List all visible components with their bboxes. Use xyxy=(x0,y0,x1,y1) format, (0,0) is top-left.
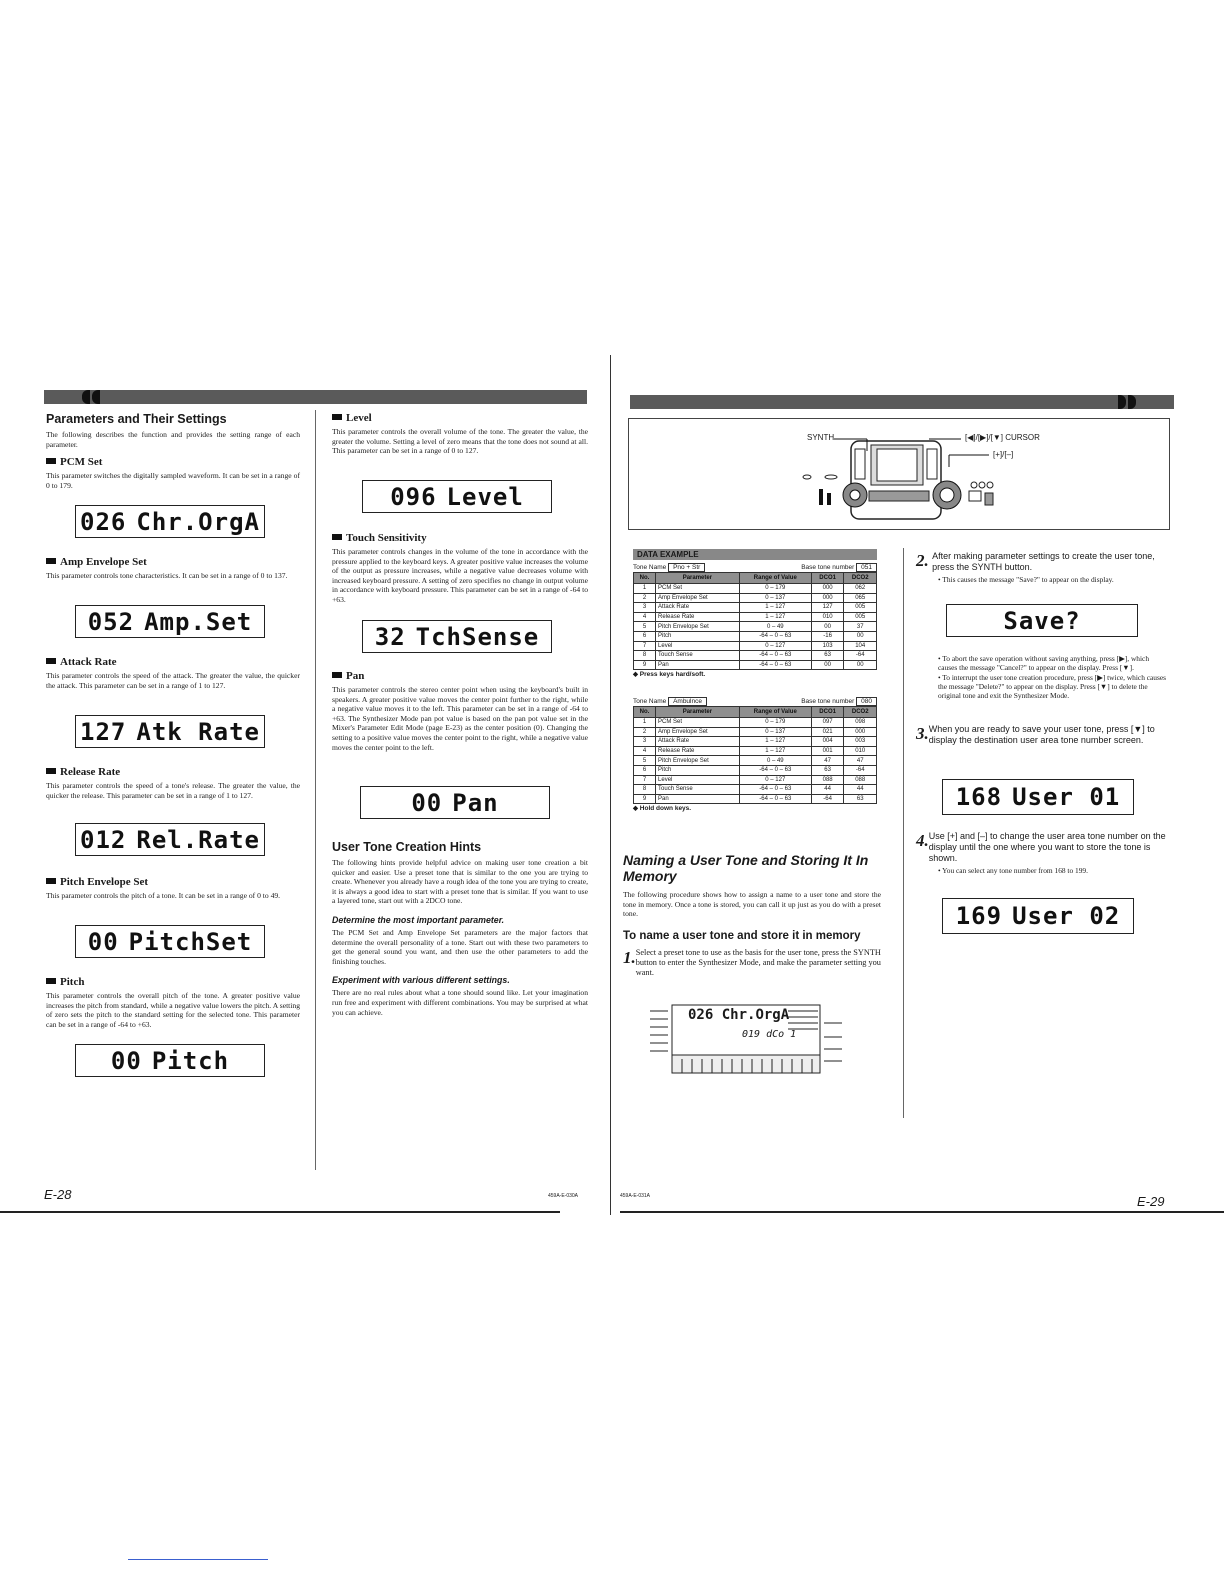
table-cell: Pitch Envelope Set xyxy=(656,756,740,766)
table-row xyxy=(634,718,877,728)
table-cell: Amp Envelope Set xyxy=(656,593,740,603)
table-cell: 1 – 127 xyxy=(739,737,811,747)
table-cell: 1 – 127 xyxy=(739,746,811,756)
table-cell: 0 – 127 xyxy=(739,775,811,785)
table-cell: 4 xyxy=(634,746,656,756)
param-amp-envelope: Amp Envelope Set This parameter controls tone characteristics. It can be set in a range of 0 to 137. xyxy=(46,556,288,580)
lcd-display-pitch: 00 Pitch xyxy=(75,1044,265,1077)
table-row xyxy=(634,631,877,641)
table-cell: 3 xyxy=(634,737,656,747)
table-cell: -64 – 0 – 63 xyxy=(739,785,811,795)
square-icon xyxy=(46,978,56,984)
step-2-notes: • To abort the save operation without saving anything, press [▶], which causes the message "Cancel?" to appear on the display. Press [▼]. • To interrupt the user tone creation procedure, press [▶] twice, which causes the message "Delete?" to appear on the display. Press [▼] to delete the original tone and exit the Synthesizer Mode. xyxy=(938,654,1167,700)
table-cell: 47 xyxy=(844,756,877,766)
table-cell: PCM Set xyxy=(656,584,740,594)
table-cell: 63 xyxy=(844,794,877,804)
lcd-display-pcm: 026 Chr.OrgA xyxy=(75,505,265,538)
page-number-right: E-29 xyxy=(1137,1194,1165,1209)
table-header-cell: DCO2 xyxy=(844,707,877,718)
table-cell: 6 xyxy=(634,631,656,641)
table-header-cell: No. xyxy=(634,707,656,718)
column-divider-right xyxy=(903,548,904,1118)
table-cell: 8 xyxy=(634,785,656,795)
table-row xyxy=(634,746,877,756)
lcd-display-pan: 00 Pan xyxy=(360,786,550,819)
table-cell: 088 xyxy=(844,775,877,785)
table-cell: Touch Sense xyxy=(656,651,740,661)
bottom-rule-left xyxy=(0,1211,560,1213)
square-icon xyxy=(46,768,56,774)
keyboard-panel-illustration xyxy=(629,419,1169,529)
lcd-display-save: Save? xyxy=(946,604,1138,637)
table-cell: Attack Rate xyxy=(656,737,740,747)
lcd-display-pitchset: 00 PitchSet xyxy=(75,925,265,958)
table-cell: 000 xyxy=(811,593,844,603)
table-cell: 021 xyxy=(811,727,844,737)
table-cell: 0 – 49 xyxy=(739,622,811,632)
lcd-display-user1: 168 User 01 xyxy=(942,779,1134,815)
table-cell: 00 xyxy=(844,631,877,641)
table-cell: 000 xyxy=(844,727,877,737)
table-cell: 1 xyxy=(634,718,656,728)
table-cell: 0 – 179 xyxy=(739,718,811,728)
table-cell: -64 – 0 – 63 xyxy=(739,660,811,670)
table-cell: -64 xyxy=(844,765,877,775)
table-header-cell: DCO2 xyxy=(844,573,877,584)
table-cell: 44 xyxy=(844,785,877,795)
table-cell: -64 – 0 – 63 xyxy=(739,651,811,661)
table-cell: 37 xyxy=(844,622,877,632)
table-cell: 1 xyxy=(634,584,656,594)
user-tone-hints: User Tone Creation Hints The following hints provide helpful advice on making user tone creation a bit quicker and easier. Use a preset tone that is similar to the one you are trying to create. Whenever you already have a rough idea of the tone you are trying to create, it is always a good idea to start with a preset tone that is similar. If you want to use a layered tone, start out with a 2DCO tone. Determine the most important parameter. The PCM Set and Amp Envelope Set parameters are the major factors that determine the overall personality of a tone. Start out with these two parameters to get the general sound you want, and then use the other parameters to add the finishing touches. Experiment with various different settings. There are no real rules about what a tone should sound like. Let your imagination run free and experiment with different combinations. You may be surprised at what you can achieve. xyxy=(332,840,588,1017)
plusminus-label: [+]/[–] xyxy=(993,450,1014,459)
column-divider xyxy=(315,410,316,1170)
table-cell: 0 – 49 xyxy=(739,756,811,766)
table-cell: 065 xyxy=(844,593,877,603)
table-cell: Level xyxy=(656,641,740,651)
table-row xyxy=(634,765,877,775)
page-code-right: 459A-E-031A xyxy=(620,1193,651,1199)
square-icon xyxy=(46,658,56,664)
lcd-display-level: 096 Level xyxy=(362,480,552,513)
table-cell: 00 xyxy=(844,660,877,670)
table2-note: ◆ Hold down keys. xyxy=(633,805,692,813)
table-cell: 3 xyxy=(634,603,656,613)
table-cell: 7 xyxy=(634,641,656,651)
table-cell: Release Rate xyxy=(656,612,740,622)
table-cell: 7 xyxy=(634,775,656,785)
table-header-cell: Range of Value xyxy=(739,573,811,584)
table-cell: 088 xyxy=(811,775,844,785)
table-cell: -64 xyxy=(844,651,877,661)
square-icon xyxy=(46,878,56,884)
table-cell: Amp Envelope Set xyxy=(656,727,740,737)
left-column-1 xyxy=(46,412,300,449)
table-cell: 104 xyxy=(844,641,877,651)
table-cell: 4 xyxy=(634,612,656,622)
table-cell: -64 – 0 – 63 xyxy=(739,794,811,804)
display-sub-text: 019 dCo 1 xyxy=(742,1029,797,1040)
table-cell: 5 xyxy=(634,756,656,766)
table-cell: 0 – 137 xyxy=(739,593,811,603)
table-header-cell: Parameter xyxy=(656,707,740,718)
right-header-band xyxy=(630,395,1174,409)
param-release-rate: Release Rate This parameter controls the speed of a tone's release. The greater the value, the quicker the release. This parameter can be set in a range of 1 to 127. xyxy=(46,766,300,800)
table-row xyxy=(634,622,877,632)
table-row xyxy=(634,794,877,804)
table-cell: 000 xyxy=(811,584,844,594)
square-icon xyxy=(46,558,56,564)
table-cell: 2 xyxy=(634,727,656,737)
table-header-cell: Parameter xyxy=(656,573,740,584)
table-cell: 5 xyxy=(634,622,656,632)
table-cell: 47 xyxy=(811,756,844,766)
table-row xyxy=(634,756,877,766)
table-row xyxy=(634,775,877,785)
table-cell: 8 xyxy=(634,651,656,661)
table-cell: 9 xyxy=(634,794,656,804)
table-header-cell: DCO1 xyxy=(811,707,844,718)
table-cell: 00 xyxy=(811,660,844,670)
section-intro: The following describes the function and provides the setting range of each parameter. xyxy=(46,430,300,449)
table-row xyxy=(634,785,877,795)
table-cell: 010 xyxy=(844,746,877,756)
step-4: 4. Use [+] and [–] to change the user area tone number on the display until the one where you want to store the tone is shown. • You can select any tone number from 168 to 199. xyxy=(916,831,1166,875)
table-cell: 0 – 137 xyxy=(739,727,811,737)
table-row xyxy=(634,603,877,613)
bottom-rule-right xyxy=(620,1211,1224,1213)
data-example-title: DATA EXAMPLE xyxy=(633,549,877,560)
table-cell: 44 xyxy=(811,785,844,795)
table-cell: 005 xyxy=(844,603,877,613)
table-cell: Pitch Envelope Set xyxy=(656,622,740,632)
synth-display-illustration xyxy=(648,1003,860,1079)
lcd-display-amp: 052 Amp.Set xyxy=(75,605,265,638)
table-header-cell: Range of Value xyxy=(739,707,811,718)
keyboard-diagram xyxy=(628,418,1170,530)
table-cell: -64 – 0 – 63 xyxy=(739,765,811,775)
table-cell: 1 – 127 xyxy=(739,612,811,622)
procedure-title: To name a user tone and store it in memory xyxy=(623,929,861,942)
section-title: Parameters and Their Settings xyxy=(46,412,227,426)
table-cell: 00 xyxy=(811,622,844,632)
table-cell: 004 xyxy=(811,737,844,747)
bottom-link-line xyxy=(128,1559,268,1560)
table-cell: Level xyxy=(656,775,740,785)
table-row xyxy=(634,641,877,651)
param-pcm-set: PCM Set This parameter switches the digitally sampled waveform. It can be set in a range of 0 to 179. xyxy=(46,456,300,490)
table-header-cell: DCO1 xyxy=(811,573,844,584)
table-cell: Release Rate xyxy=(656,746,740,756)
data-table-2: Tone Name Ambulnce Base tone number 080 No. Parameter Range of Value DCO1 DCO2 1 PCM Set 0 – 179 097 098 2 Amp Envelope Set 0 – 137 021 000 3 Attack Rate 1 – 127 004 003 4 Release Rate 1 – 127 001 010 5 Pitch Envelope Set 0 – 49 47 47 6 Pitch -64 – 0 – 63 63 -64 7 Level 0 – 127 088 088 8 Touch Sense -64 – 0 – 63 44 44 9 Pan -64 – 0 – 63 -64 63 ◆ Hold down keys. xyxy=(633,698,877,812)
table-cell: 098 xyxy=(844,718,877,728)
table-cell: -16 xyxy=(811,631,844,641)
table-cell: 062 xyxy=(844,584,877,594)
naming-title: Naming a User Tone and Storing It In Memory xyxy=(623,852,869,884)
table-cell: 001 xyxy=(811,746,844,756)
table-cell: 103 xyxy=(811,641,844,651)
hints-title: User Tone Creation Hints xyxy=(332,840,482,854)
data-table-1: Tone Name Pno + Str Base tone number 051 No. Parameter Range of Value DCO1 DCO2 1 PCM Set 0 – 179 000 062 2 Amp Envelope Set 0 – 137 000 065 3 Attack Rate 1 – 127 127 005 4 Release Rate 1 – 127 010 005 5 Pitch Envelope Set 0 – 49 00 37 6 Pitch -64 – 0 – 63 -16 00 7 Level 0 – 127 103 104 8 Touch Sense -64 – 0 – 63 63 -64 9 Pan -64 – 0 – 63 00 00 ◆ Press keys hard/soft. xyxy=(633,564,877,678)
naming-section: Naming a User Tone and Storing It In Memory The following procedure shows how to assign a name to a user tone and store the tone in memory. Once a tone is stored, you can call it up just as you do with a preset tone. To name a user tone and store it in memory 1. Select a preset tone to use as the basis for the user tone, press the SYNTH button to enter the Synthesizer Mode, and make the parameter setting you want. xyxy=(623,852,881,977)
table-cell: 127 xyxy=(811,603,844,613)
table-cell: -64 – 0 – 63 xyxy=(739,631,811,641)
square-icon xyxy=(46,458,56,464)
table-row xyxy=(634,584,877,594)
step-3: 3. When you are ready to save your user tone, press [▼] to display the destination user area tone number screen. xyxy=(916,724,1155,745)
table-cell: 63 xyxy=(811,651,844,661)
table-cell: PCM Set xyxy=(656,718,740,728)
table-row xyxy=(634,612,877,622)
left-header-band xyxy=(44,390,587,404)
table-row xyxy=(634,651,877,661)
param-level: Level This parameter controls the overall volume of the tone. The greater the value, the greater the volume. Setting a level of zero means that the tone does not sound at all. This parameter can be set in a range of 0 to 127. xyxy=(332,412,588,456)
table-cell: 6 xyxy=(634,765,656,775)
table-cell: Pan xyxy=(656,794,740,804)
table-cell: Pan xyxy=(656,660,740,670)
lcd-display-user2: 169 User 02 xyxy=(942,898,1134,934)
table-cell: 097 xyxy=(811,718,844,728)
lcd-display-attack: 127 Atk Rate xyxy=(75,715,265,748)
table-cell: 63 xyxy=(811,765,844,775)
param-pitch-envelope: Pitch Envelope Set This parameter controls the pitch of a tone. It can be set in a range of 0 to 49. xyxy=(46,876,281,900)
parameter-table-1 xyxy=(633,572,877,670)
lcd-display-release: 012 Rel.Rate xyxy=(75,823,265,856)
table-row xyxy=(634,660,877,670)
table-cell: 2 xyxy=(634,593,656,603)
table-row xyxy=(634,737,877,747)
synth-label: SYNTH xyxy=(807,433,835,442)
table1-note: ◆ Press keys hard/soft. xyxy=(633,671,706,679)
page-code-left: 459A-E-030A xyxy=(548,1193,579,1199)
square-icon xyxy=(332,414,342,420)
param-pitch: Pitch This parameter controls the overall pitch of the tone. A greater positive value increases the pitch from standard, while a negative value lowers the pitch. A setting of zero sets the pitch to the standard setting for the selected tone. This parameter can be set in a range of -64 to +63. xyxy=(46,976,300,1029)
table-header-cell: No. xyxy=(634,573,656,584)
square-icon xyxy=(332,672,342,678)
table-row xyxy=(634,727,877,737)
table-cell: Pitch xyxy=(656,631,740,641)
cursor-label: [◀]/[▶]/[▼] CURSOR xyxy=(965,433,1040,442)
page-divider xyxy=(610,355,611,1215)
param-touch-sensitivity: Touch Sensitivity This parameter controls changes in the volume of the tone in accordance with the pressure applied to the keyboard keys. A greater positive value increases the volume of the output as pressure increases, while a negative value decreases volume with increased keyboard pressure. A setting of zero specifies no change in output volume in accordance with keyboard pressure. This parameter can be set in a range of -64 to +63. xyxy=(332,532,588,604)
table-cell: Attack Rate xyxy=(656,603,740,613)
table-cell: 010 xyxy=(811,612,844,622)
param-pan: Pan This parameter controls the stereo center point when using the keyboard's built in speakers. A greater positive value moves the center point further to the right, while a negative value moves it to the left. This parameter can be set in a range of -64 to +63. The Synthesizer Mode pan pot value is based on the pan pot value set in the Mixer's Parameter Edit Mode (page E-23) as the center position (0). Changing the setting to a positive value moves the center point to the right, while a negative value moves the center point to the left. xyxy=(332,670,588,752)
table-cell: 003 xyxy=(844,737,877,747)
step-2: 2. After making parameter settings to create the user tone, press the SYNTH button. • This causes the message "Save?" to appear on the display. xyxy=(916,551,1155,584)
page-number-left: E-28 xyxy=(44,1187,72,1202)
display-main-text: 026 Chr.OrgA xyxy=(688,1007,790,1023)
table-cell: 1 – 127 xyxy=(739,603,811,613)
table-cell: -64 xyxy=(811,794,844,804)
table-cell: 0 – 179 xyxy=(739,584,811,594)
param-attack-rate: Attack Rate This parameter controls the speed of the attack. The greater the value, the quicker the attack. This parameter can be set in a range of 1 to 127. xyxy=(46,656,300,690)
table-cell: 005 xyxy=(844,612,877,622)
table-row xyxy=(634,593,877,603)
table-cell: Pitch xyxy=(656,765,740,775)
parameter-table-2 xyxy=(633,706,877,804)
table-cell: Touch Sense xyxy=(656,785,740,795)
table-cell: 9 xyxy=(634,660,656,670)
square-icon xyxy=(332,534,342,540)
table-cell: 0 – 127 xyxy=(739,641,811,651)
lcd-display-touch: 32 TchSense xyxy=(362,620,552,653)
